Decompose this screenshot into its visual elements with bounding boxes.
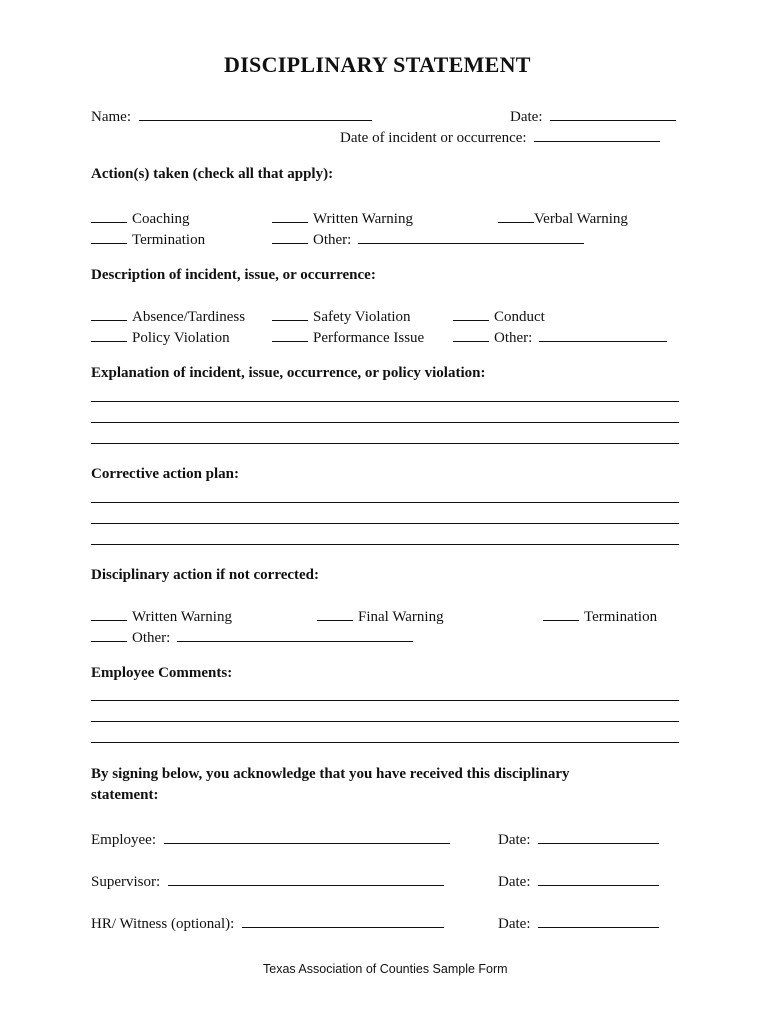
verbal-warning-checkbox[interactable] — [498, 208, 534, 223]
employee-date-blank[interactable] — [538, 829, 659, 844]
action-other-blank[interactable] — [358, 229, 584, 244]
employee-label: Employee: — [91, 832, 156, 848]
supervisor-signature-field[interactable] — [91, 871, 444, 891]
employee-signature-blank[interactable] — [164, 829, 450, 844]
corrective-line-2[interactable] — [91, 523, 679, 524]
performance-checkbox[interactable] — [272, 327, 308, 342]
nc-other-option[interactable] — [91, 627, 413, 647]
description-other-label: Other: — [494, 330, 533, 346]
corrective-line-3[interactable] — [91, 544, 679, 545]
supervisor-label: Supervisor: — [91, 874, 161, 890]
explanation-line-3[interactable] — [91, 443, 679, 444]
page-footer: Texas Association of Counties Sample Form — [263, 962, 508, 976]
nc-final-warning-checkbox[interactable] — [317, 606, 353, 621]
comments-line-1[interactable] — [91, 700, 679, 701]
termination-label: Termination — [132, 232, 206, 248]
coaching-option[interactable] — [91, 208, 190, 228]
acknowledge-line-1: By signing below, you acknowledge that you have received this disciplinary — [91, 766, 570, 782]
absence-option[interactable] — [91, 306, 245, 326]
comments-heading: Employee Comments: — [91, 665, 233, 681]
hr-witness-date-field[interactable] — [498, 913, 659, 933]
hr-witness-date-blank[interactable] — [538, 913, 659, 928]
nc-written-warning-option[interactable] — [91, 606, 232, 626]
name-blank[interactable] — [139, 106, 372, 121]
explanation-line-2[interactable] — [91, 422, 679, 423]
supervisor-date-blank[interactable] — [538, 871, 659, 886]
comments-line-3[interactable] — [91, 742, 679, 743]
performance-option[interactable] — [272, 327, 424, 347]
nc-termination-checkbox[interactable] — [543, 606, 579, 621]
nc-other-label: Other: — [132, 630, 171, 646]
safety-option[interactable] — [272, 306, 411, 326]
name-field[interactable] — [91, 106, 372, 126]
verbal-warning-option[interactable] — [498, 208, 628, 228]
supervisor-date-field[interactable] — [498, 871, 659, 891]
conduct-checkbox[interactable] — [453, 306, 489, 321]
hr-witness-date-label: Date: — [498, 916, 531, 932]
description-heading: Description of incident, issue, or occurrence: — [91, 267, 376, 283]
comments-line-2[interactable] — [91, 721, 679, 722]
page-title: DISCIPLINARY STATEMENT — [224, 52, 531, 77]
acknowledge-line-2: statement: — [91, 787, 159, 803]
employee-date-label: Date: — [498, 832, 531, 848]
employee-signature-field[interactable] — [91, 829, 450, 849]
hr-witness-label: HR/ Witness (optional): — [91, 916, 235, 932]
supervisor-date-label: Date: — [498, 874, 531, 890]
policy-label: Policy Violation — [132, 330, 230, 346]
nc-final-warning-label: Final Warning — [358, 609, 444, 625]
conduct-option[interactable] — [453, 306, 545, 326]
description-other-option[interactable] — [453, 327, 667, 347]
corrective-line-1[interactable] — [91, 502, 679, 503]
explanation-heading: Explanation of incident, issue, occurrence, or policy violation: — [91, 365, 486, 381]
policy-option[interactable] — [91, 327, 230, 347]
employee-date-field[interactable] — [498, 829, 659, 849]
termination-checkbox[interactable] — [91, 229, 127, 244]
nc-final-warning-option[interactable] — [317, 606, 444, 626]
corrective-heading: Corrective action plan: — [91, 466, 240, 482]
supervisor-signature-blank[interactable] — [168, 871, 444, 886]
absence-checkbox[interactable] — [91, 306, 127, 321]
description-other-checkbox[interactable] — [453, 327, 489, 342]
not-corrected-heading: Disciplinary action if not corrected: — [91, 567, 320, 583]
description-other-blank[interactable] — [539, 327, 667, 342]
hr-witness-signature-blank[interactable] — [242, 913, 444, 928]
nc-written-warning-checkbox[interactable] — [91, 606, 127, 621]
policy-checkbox[interactable] — [91, 327, 127, 342]
date-blank[interactable] — [550, 106, 676, 121]
nc-written-warning-label: Written Warning — [132, 609, 232, 625]
conduct-label: Conduct — [494, 309, 545, 325]
nc-other-checkbox[interactable] — [91, 627, 127, 642]
termination-option[interactable] — [91, 229, 205, 249]
safety-label: Safety Violation — [313, 309, 411, 325]
coaching-checkbox[interactable] — [91, 208, 127, 223]
incident-date-label: Date of incident or occurrence: — [340, 130, 527, 146]
absence-label: Absence/Tardiness — [132, 309, 246, 325]
date-field[interactable] — [510, 106, 676, 126]
performance-label: Performance Issue — [313, 330, 425, 346]
written-warning-label: Written Warning — [313, 211, 413, 227]
action-other-label: Other: — [313, 232, 352, 248]
incident-date-field[interactable] — [340, 127, 660, 147]
safety-checkbox[interactable] — [272, 306, 308, 321]
written-warning-option[interactable] — [272, 208, 413, 228]
verbal-warning-label: Verbal Warning — [534, 211, 628, 227]
name-label: Name: — [91, 109, 131, 125]
nc-termination-label: Termination — [584, 609, 658, 625]
incident-date-blank[interactable] — [534, 127, 660, 142]
hr-witness-signature-field[interactable] — [91, 913, 444, 933]
action-other-checkbox[interactable] — [272, 229, 308, 244]
action-other-option[interactable] — [272, 229, 584, 249]
date-label: Date: — [510, 109, 543, 125]
nc-other-blank[interactable] — [177, 627, 413, 642]
coaching-label: Coaching — [132, 211, 190, 227]
nc-termination-option[interactable] — [543, 606, 657, 626]
explanation-line-1[interactable] — [91, 401, 679, 402]
written-warning-checkbox[interactable] — [272, 208, 308, 223]
actions-heading: Action(s) taken (check all that apply): — [91, 166, 334, 182]
